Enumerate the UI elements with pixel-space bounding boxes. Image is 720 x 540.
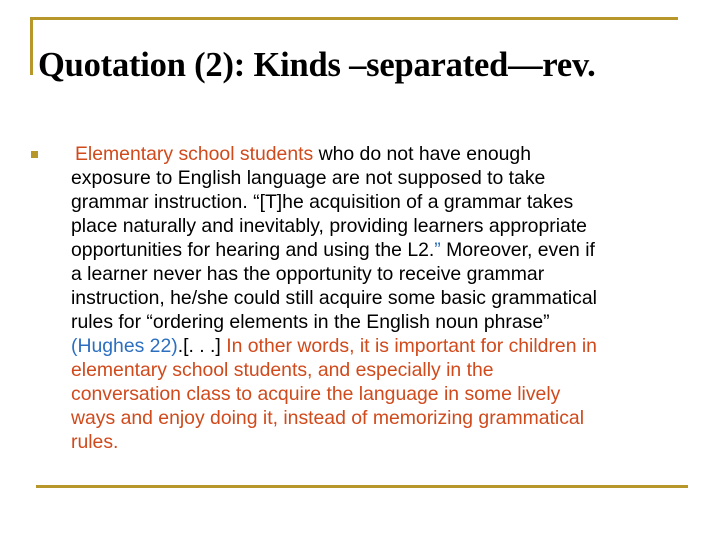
text-line	[71, 190, 711, 214]
citation-text: (Hughes 22)	[71, 335, 178, 357]
bottom-accent-rule	[36, 485, 688, 488]
text-line	[71, 382, 711, 406]
text-segment: Moreover, even if	[440, 239, 595, 261]
text-line	[71, 430, 711, 454]
text-line	[71, 286, 711, 310]
text-segment: opportunities for hearing and using the L2.	[71, 239, 435, 261]
text-line	[71, 310, 711, 334]
text-segment: instruction, he/she could still acquire some basic grammatical	[71, 287, 597, 309]
highlighted-text: conversation class to acquire the language in some lively	[71, 383, 561, 405]
slide-title: Quotation (2): Kinds –separated—rev.	[38, 46, 596, 84]
highlighted-text: Elementary school students	[75, 143, 314, 165]
highlighted-text: elementary school students, and especially in the	[71, 359, 494, 381]
text-line	[71, 214, 711, 238]
text-line	[71, 166, 711, 190]
square-bullet-icon	[31, 151, 38, 158]
text-segment: who do not have enough	[313, 143, 531, 165]
text-segment: exposure to English language are not supposed to take	[71, 167, 546, 189]
top-accent-rule	[30, 17, 678, 20]
highlighted-text: ways and enjoy doing it, instead of memorizing grammatical	[71, 407, 585, 429]
text-line	[71, 262, 711, 286]
text-line	[71, 406, 711, 430]
text-line	[71, 238, 711, 262]
left-accent-rule	[30, 17, 33, 75]
text-segment: place naturally and inevitably, providing learners appropriate	[71, 215, 587, 237]
highlighted-text: In other words, it is important for children in	[226, 335, 597, 357]
text-segment: rules for “ordering elements in the English noun phrase”	[71, 311, 550, 333]
text-segment: .[. . .]	[177, 335, 227, 357]
text-line	[71, 358, 711, 382]
citation-text: ”	[434, 239, 441, 261]
highlighted-text: rules.	[71, 431, 119, 453]
text-segment: grammar instruction. “[T]he acquisition of a grammar takes	[71, 191, 574, 213]
text-segment: a learner never has the opportunity to receive grammar	[71, 263, 545, 285]
bullet-paragraph	[71, 142, 711, 454]
text-line	[71, 334, 711, 358]
text-line	[75, 142, 711, 166]
